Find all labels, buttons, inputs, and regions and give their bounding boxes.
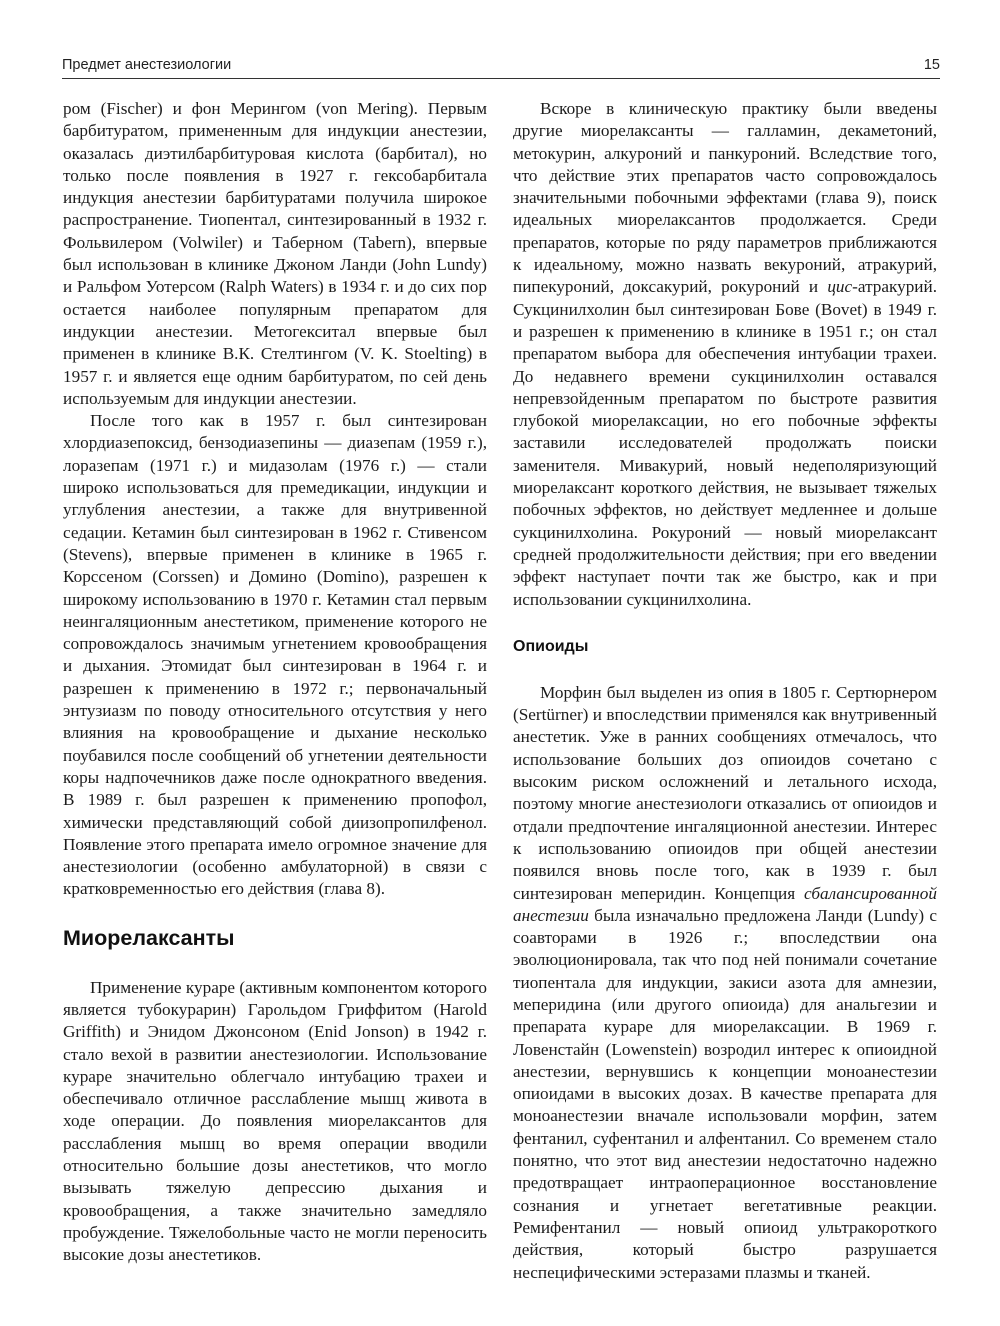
running-head-title: Предмет анестезиологии	[62, 57, 232, 73]
paragraph-curare: Применение кураре (активным компонентом которого является тубокурарин) Гарольдом Гриффитом (Harold Griffith) и Энидом Джонсоном (Enid Jonson) в 1942 г. стало вехой в развитии анестезиологии. Использование кураре значительно облегчало интубацию трахеи и обеспечивало отличное расслабление мышц живота в ходе операции. До появления миорелаксантов для расслабления мышц во время операции вводили относительно большие дозы анестетиков, что могло вызывать тяжелую депрессию дыхания и кровообращения, а также значительно замедляло пробуждение. Тяжелобольные часто не могли переносить высокие дозы анестетиков.	[63, 977, 487, 1265]
text-segment: была изначально предложена Ланди (Lundy) с соавторами в 1926 г.; впоследствии она эволюционировала, так что под ней понимали сочетание тиопентала для индукции, закиси азота для амнезии, меперидина (или другого опиоида) для анальгезии и препарата кураре для миорелаксации. В 1969 г. Ловенстайн (Lowenstein) возродил интерес к опиоидной анестезии, вернувшись к концепции моноанестезии опиоидами в высоких дозах. В качестве препарата для моноанестезии вначале использовали морфин, затем фентанил, суфентанил и алфентанил. Со временем стало понятно, что этот вид анестезии недостаточно надежно предотвращает интраоперационное восстановление сознания и угнетает вегетативные реакции. Ремифентанил — новый опиоид ультракороткого действия, который быстро разрушается неспецифическими эстеразами плазмы и тканей.	[513, 905, 938, 1282]
text-segment: Морфин был выделен из опия в 1805 г. Сертюрнером (Sertürner) и впоследствии применялся как внутривенный анестетик. Уже в ранних сообщениях отмечалось, что использование больших доз опиоидов сочетано с высоким риском осложнений и летального исхода, поэтому многие анестезиологи отказались от опиоидов и отдали предпочтение ингаляционной анестезии. Интерес к использованию опиоидов при общей анестезии появился вновь после того, как в 1939 г. был синтезирован меперидин. Концепция	[513, 682, 937, 903]
left-column	[63, 98, 487, 1267]
paragraph-relaxants-development	[513, 98, 937, 611]
paragraph-opioids	[513, 682, 937, 1284]
page-number: 15	[923, 57, 940, 73]
section-heading-opioids: Опиоиды	[513, 637, 589, 655]
running-head	[62, 52, 940, 79]
right-column	[513, 98, 937, 1284]
text-segment: Вскоре в клиническую практику были введены другие миорелаксанты — галламин, декаметоний, метокурин, алкуроний и панкуроний. Вследствие того, что действие этих препаратов часто сопровождалось значительными побочными эффектами (глава 9), поиск идеальных миорелаксантов продолжается. Среди препаратов, которые по ряду параметров приближаются к идеальному, можно назвать векуроний, атракурий, пипекуроний, доксакурий, рокуроний и	[513, 99, 937, 297]
text-segment: -атракурий. Сукцинилхолин был синтезирован Бове (Bovet) в 1949 г. и разрешен к применению в клинике в 1951 г.; он стал препаратом выбора для обеспечения интубации трахеи. До недавнего времени сукцинилхолин оставался непревзойденным препаратом по быстроте развития глубокой миорелаксации, но его побочные эффекты заставили исследователей продолжать поиски заменителя. Мивакурий, новый недеполяризующий миорелаксант короткого действия, не вызывает тяжелых побочных эффектов, но действует медленнее и дольше сукцинилхолина. Рокуроний — новый миорелаксант средней продолжительности действия; при его введении эффект наступает почти так же быстро, как и при использовании сукцинилхолина.	[513, 277, 937, 609]
italic-term-cis: цис	[827, 277, 853, 297]
paragraph-benzodiazepines: После того как в 1957 г. был синтезирован хлордиазепоксид, бензодиазепины — диазепам (1959 г.), лоразепам (1971 г.) и мидазолам (1976 г.) — стали широко использоваться для премедикации, индукции и углубления анестезии, а также для внутривенной седации. Кетамин был синтезирован в 1962 г. Стивенсом (Stevens), впервые применен в клинике в 1965 г. Корссеном (Corssen) и Домино (Domino), разрешен к широкому использованию в 1970 г. Кетамин стал первым неингаляционным анестетиком, применение которого не сопровождалось значимым угнетением кровообращения и дыхания. Этомидат был синтезирован в 1964 г. и разрешен к применению в 1972 г.; первоначальный энтузиазм по поводу относительного отсутствия у него влияния на кровообращение и дыхание несколько поубавился после сообщений об угнетении деятельности коры надпочечников даже после однократного введения. В 1989 г. был разрешен к применению пропофол, химически представляющий собой диизопропилфенол. Появление этого препарата имело огромное значение для анестезиологии (особенно амбулаторной) в связи с кратковременностью его действия (глава 8).	[63, 411, 487, 899]
paragraph-barbiturates: ром (Fischer) и фон Мерингом (von Mering). Первым барбитуратом, примененным для индукции анестезии, оказалась диэтилбарбитуровая кислота (барбитал), но только после появления в 1927 г. гексобарбитала индукция анестезии барбитуратами получила широкое распространение. Тиопентал, синтезированный в 1932 г. Фольвилером (Volwiler) и Таберном (Tabern), впервые был использован в клинике Джоном Ланди (John Lundy) и Ральфом Уотерсом (Ralph Waters) в 1934 г. и до сих пор остается наиболее популярным препаратом для индукции анестезии. Метогекситал впервые был применен в клинике В.К. Стелтингом (V. K. Stoelting) в 1957 г. и является еще одним барбитуратом, по сей день используемым для индукции анестезии.	[63, 99, 487, 408]
section-heading-muscle-relaxants: Миорелаксанты	[63, 925, 235, 950]
italic-term-balanced-anesthesia: сбалансированной анестезии	[513, 883, 937, 925]
